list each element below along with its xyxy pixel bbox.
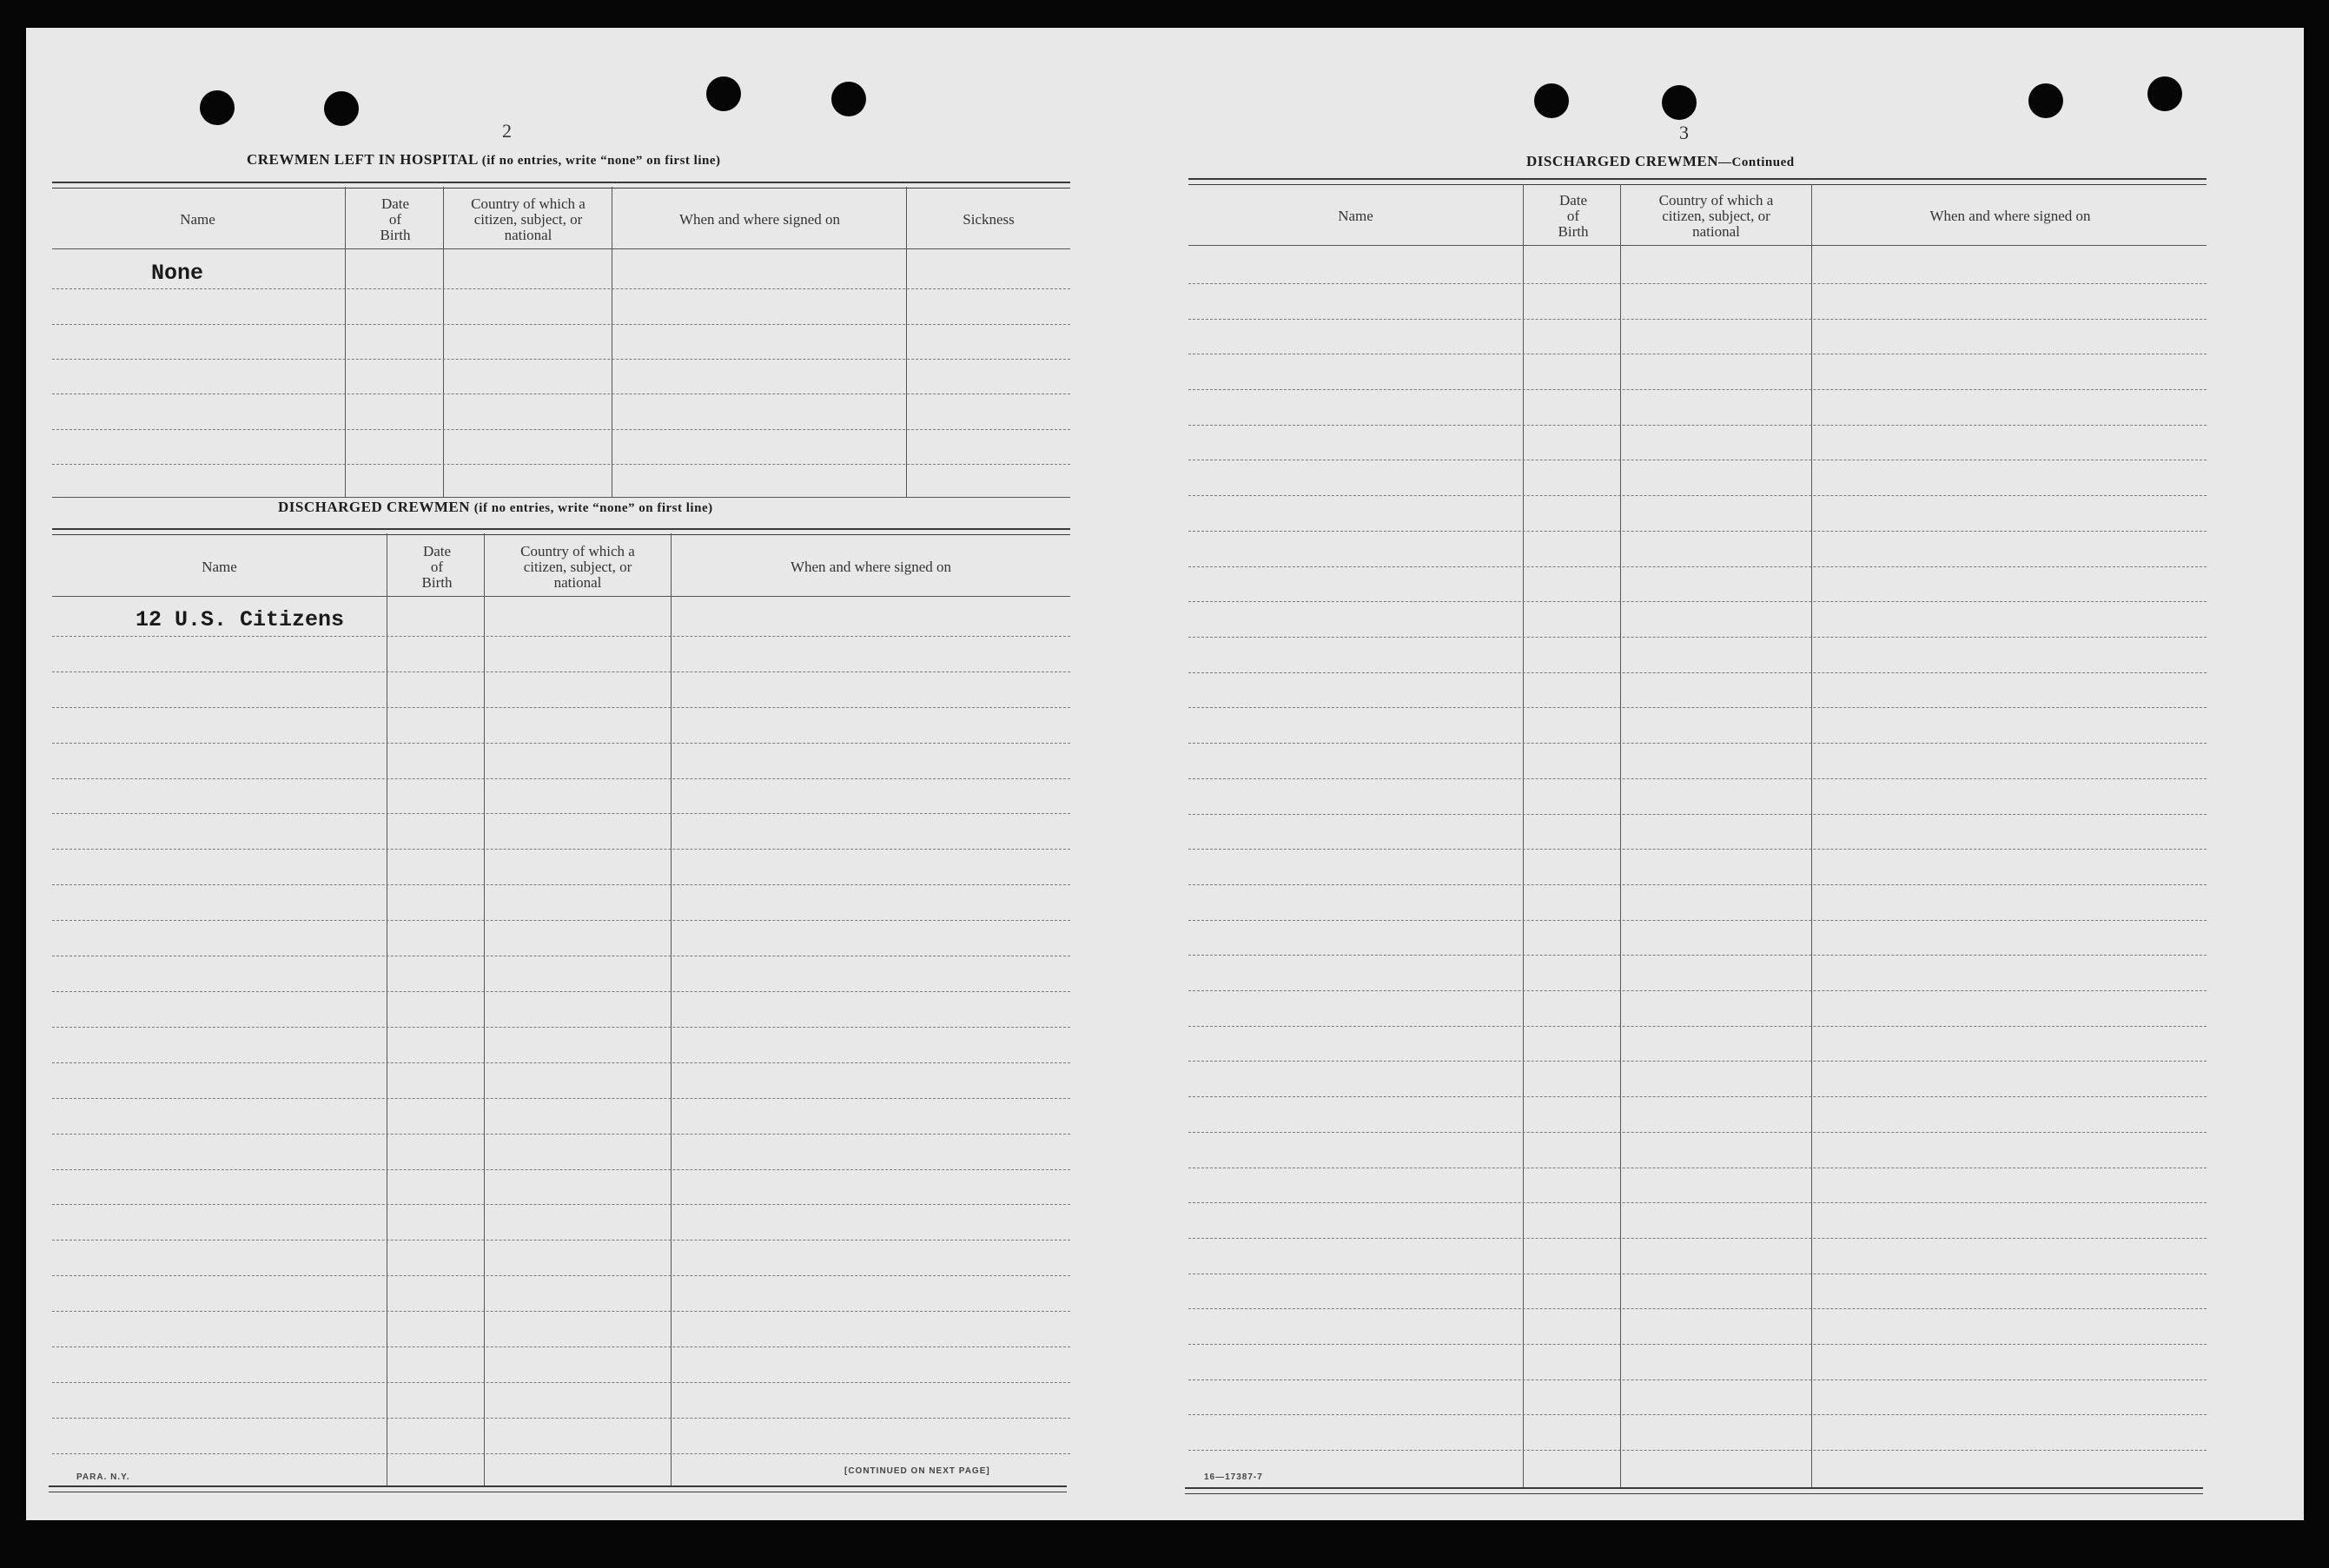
- hospital-col-divider: [906, 187, 907, 497]
- hospital-table-bottom-rule: [52, 497, 1070, 498]
- entry-line: [52, 778, 1070, 779]
- discharged-col-signed-header: When and where signed on: [790, 559, 952, 575]
- discharged-section-title: [278, 499, 713, 516]
- entry-line: [52, 1382, 1070, 1383]
- entry-line: [1188, 707, 2207, 708]
- hospital-col-country-header: Country of which a citizen, subject, or national: [471, 195, 586, 243]
- entry-line: [52, 849, 1070, 850]
- entry-line: [1188, 1308, 2207, 1309]
- entry-line: [52, 1027, 1070, 1028]
- entry-line: [1188, 1414, 2207, 1415]
- discharged-col-divider: [484, 533, 485, 1487]
- entry-line: [52, 1169, 1070, 1170]
- punch-hole: [706, 76, 741, 111]
- hospital-col-dob-header: Date of Birth: [380, 195, 411, 243]
- entry-line: [1188, 319, 2207, 320]
- printer-mark: PARA. N.Y.: [76, 1472, 130, 1482]
- punch-hole: [1662, 85, 1697, 120]
- entry-line: [52, 1275, 1070, 1276]
- punch-hole: [200, 90, 235, 125]
- entry-line: [1188, 283, 2207, 284]
- entry-line: [52, 1134, 1070, 1135]
- discharged-table-top-rule: [52, 528, 1070, 535]
- entry-line: [1188, 637, 2207, 638]
- entry-line: [52, 1453, 1070, 1454]
- hospital-col-sickness-header: Sickness: [963, 211, 1015, 228]
- entry-line: [52, 884, 1070, 885]
- entry-line: [52, 1062, 1070, 1063]
- discharged-title-text: DISCHARGED CREWMEN: [278, 499, 471, 515]
- entry-line: [1188, 990, 2207, 991]
- entry-line: [1188, 1379, 2207, 1380]
- form-number: 16—17387-7: [1204, 1472, 1263, 1482]
- entry-line: [1188, 425, 2207, 426]
- continued-col-divider: [1811, 184, 1812, 1487]
- entry-line: [1188, 1450, 2207, 1451]
- entry-line: [1188, 1202, 2207, 1203]
- entry-line: [1188, 778, 2207, 779]
- discharged-col-country-header: Country of which a citizen, subject, or national: [520, 543, 635, 591]
- page-number: 2: [502, 120, 512, 142]
- hospital-entry-line: [52, 429, 1070, 430]
- entry-line: [52, 743, 1070, 744]
- hospital-title-instruction: (if no entries, write “none” on first line): [481, 154, 721, 168]
- entry-line: [1188, 955, 2207, 956]
- punch-hole: [2147, 76, 2182, 111]
- entry-line: [52, 1098, 1070, 1099]
- entry-line: [52, 1204, 1070, 1205]
- punch-hole: [831, 82, 866, 116]
- hospital-entry-line: [52, 324, 1070, 325]
- discharged-table-bottom-rule: [49, 1485, 1067, 1492]
- continued-col-name-header: Name: [1338, 208, 1373, 224]
- punch-hole: [2028, 83, 2063, 118]
- continued-header-rule: [1188, 245, 2207, 246]
- hospital-col-signed-header: When and where signed on: [678, 211, 841, 228]
- hospital-col-name-header: Name: [180, 211, 215, 228]
- hospital-col-divider: [345, 187, 346, 497]
- punch-hole: [1534, 83, 1569, 118]
- continued-col-dob-header: Date of Birth: [1558, 192, 1589, 240]
- hospital-col-divider: [443, 187, 444, 497]
- discharged-col-dob-header: Date of Birth: [421, 543, 453, 591]
- entry-line: [1188, 495, 2207, 496]
- hospital-section-title: [247, 151, 721, 169]
- continued-table-bottom-rule: [1185, 1487, 2203, 1494]
- discharged-col-divider: [671, 533, 672, 1487]
- discharged-title-instruction: (if no entries, write “none” on first line): [473, 501, 713, 515]
- entry-line: [1188, 1132, 2207, 1133]
- discharged-col-name-header: Name: [202, 559, 237, 575]
- entry-line: [1188, 672, 2207, 673]
- entry-line: [52, 991, 1070, 992]
- entry-line: [1188, 601, 2207, 602]
- discharged-continued-title: [1526, 153, 1795, 170]
- continued-note: [CONTINUED ON NEXT PAGE]: [844, 1466, 990, 1476]
- hospital-first-entry: None: [151, 261, 204, 286]
- entry-line: [1188, 389, 2207, 390]
- entry-line: [1188, 1238, 2207, 1239]
- hospital-table-top-rule: [52, 182, 1070, 189]
- entry-line: [52, 1240, 1070, 1241]
- continued-col-divider: [1523, 184, 1524, 1487]
- document-sheet: [26, 28, 2304, 1520]
- entry-line: [1188, 849, 2207, 850]
- entry-line: [1188, 531, 2207, 532]
- entry-line: [1188, 743, 2207, 744]
- discharged-header-rule: [52, 596, 1070, 597]
- hospital-title-text: CREWMEN LEFT IN HOSPITAL: [247, 151, 478, 168]
- page-number: 3: [1679, 122, 1689, 143]
- entry-line: [1188, 884, 2207, 885]
- entry-line: [52, 1346, 1070, 1347]
- entry-line: [52, 920, 1070, 921]
- continued-title-text: DISCHARGED CREWMEN: [1526, 153, 1719, 169]
- entry-line: [1188, 1344, 2207, 1345]
- entry-line: [1188, 920, 2207, 921]
- hospital-header-rule: [52, 248, 1070, 249]
- entry-line: [1188, 814, 2207, 815]
- discharged-first-entry: 12 U.S. Citizens: [136, 607, 345, 632]
- continued-col-divider: [1620, 184, 1621, 1487]
- entry-line: [52, 813, 1070, 814]
- hospital-entry-line: [52, 359, 1070, 360]
- entry-line: [52, 707, 1070, 708]
- continued-col-signed-header: When and where signed on: [1929, 208, 2091, 224]
- entry-line: [52, 1418, 1070, 1419]
- continued-table-top-rule: [1188, 178, 2207, 185]
- entry-line: [1188, 566, 2207, 567]
- hospital-entry-line: [52, 288, 1070, 289]
- entry-line: [52, 1311, 1070, 1312]
- continued-col-country-header: Country of which a citizen, subject, or national: [1658, 192, 1774, 240]
- continued-title-suffix: —Continued: [1718, 155, 1795, 169]
- punch-hole: [324, 91, 359, 126]
- entry-line: [1188, 1026, 2207, 1027]
- hospital-entry-line: [52, 464, 1070, 465]
- entry-line: [1188, 1096, 2207, 1097]
- entry-line: [1188, 1061, 2207, 1062]
- entry-line: [52, 636, 1070, 637]
